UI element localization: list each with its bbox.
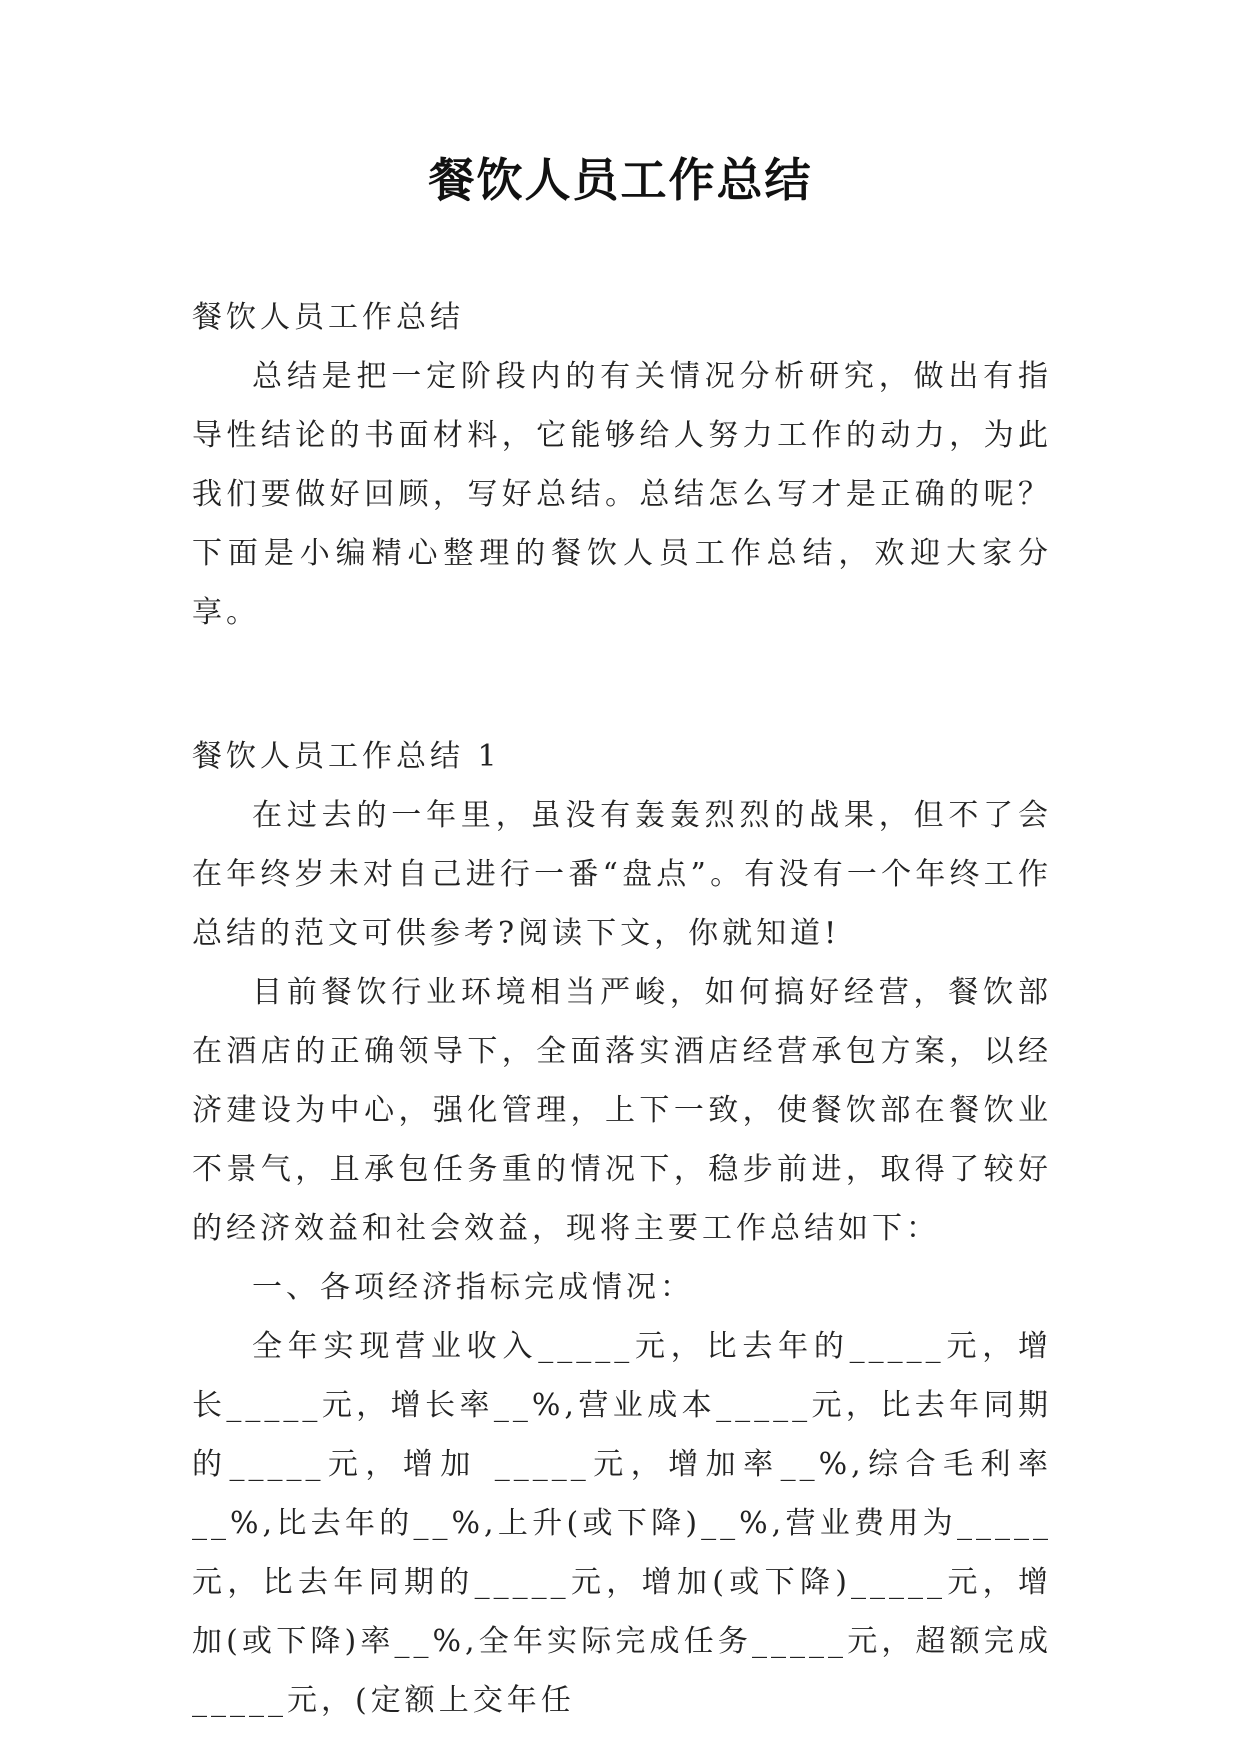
section-spacer	[192, 642, 1052, 727]
section1-paragraph-1: 在过去的一年里，虽没有轰轰烈烈的战果，但不了会在年终岁未对自己进行一番“盘点”。有没有一个年终工作总结的范文可供参考?阅读下文，你就知道!	[192, 798, 1052, 951]
intro-label: 餐饮人员工作总结	[192, 300, 464, 335]
intro-paragraph: 总结是把一定阶段内的有关情况分析研究，做出有指导性结论的书面材料，它能够给人努力工作的动力，为此我们要做好回顾，写好总结。总结怎么写才是正确的呢？下面是小编精心整理的餐饮人员工作总结，欢迎大家分享。	[192, 359, 1052, 630]
section1-paragraph-3: 全年实现营业收入_____元，比去年的_____元，增长_____元，增长率__%,营业成本_____元，比去年同期的_____元，增加 _____元，增加率__%,综合毛利率__%,比去年的__%,上升(或下降)__%,营业费用为_____元，比去年同期的_____元，增加(或下降)_____元，增加(或下降)率__%,全年实际完成任务_____元，超额完成_____元，(定额上交年任	[192, 1329, 1052, 1718]
section1-paragraph-2: 目前餐饮行业环境相当严峻，如何搞好经营，餐饮部在酒店的正确领导下，全面落实酒店经营承包方案，以经济建设为中心，强化管理，上下一致，使餐饮部在餐饮业不景气，且承包任务重的情况下，稳步前进，取得了较好的经济效益和社会效益，现将主要工作总结如下：	[192, 975, 1052, 1246]
document-title: 餐饮人员工作总结	[428, 153, 813, 207]
document-body	[192, 288, 1052, 1730]
section1-heading-1: 一、各项经济指标完成情况：	[252, 1270, 694, 1305]
section1-label: 餐饮人员工作总结 1	[192, 739, 501, 774]
